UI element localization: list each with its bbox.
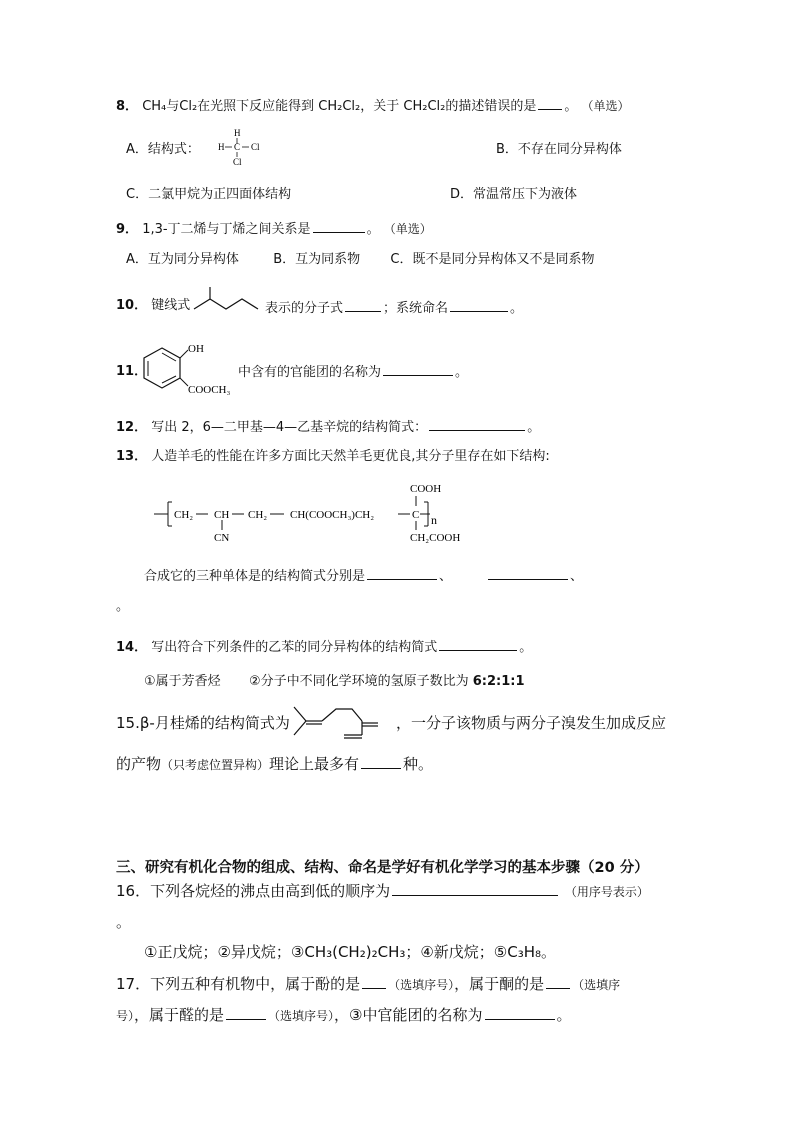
q8-option-a	[126, 141, 200, 159]
answer-blank[interactable]	[429, 416, 525, 431]
q15-text1: 15.β-月桂烯的结构简式为	[116, 714, 290, 732]
q10-text: 键线式	[151, 298, 191, 313]
separator: 、	[439, 569, 453, 584]
myrcene-structure-icon	[292, 703, 392, 743]
answer-blank[interactable]	[367, 565, 437, 580]
option-b-label: B．不存在同分异构体	[496, 142, 622, 157]
q9-text: 1,3-丁二烯与丁烯之间关系是	[142, 222, 311, 237]
answer-blank[interactable]	[546, 974, 570, 989]
question-type: （单选）	[581, 99, 630, 113]
q12-text: 写出 2，6—二甲基—4—乙基辛烷的结构简式：	[151, 420, 428, 435]
q15-line1-a	[116, 712, 290, 734]
option-c-label: C．既不是同分异构体又不是同系物	[390, 252, 595, 267]
condition-1: ①属于芳香烃	[144, 674, 221, 689]
q15-text2: ，一分子该物质与两分子溴发生加成反应	[396, 714, 667, 732]
q10-mid: 表示的分子式	[265, 301, 344, 316]
polymer-seg2: CH	[214, 509, 230, 521]
q15-line1-b	[396, 712, 666, 734]
struct-h-top: H	[234, 128, 241, 138]
q8-option-c	[126, 186, 291, 204]
q17-note2b: 号）	[116, 1009, 135, 1023]
q17-text3: ，属于醛的是	[134, 1006, 225, 1024]
answer-blank[interactable]	[313, 218, 365, 233]
q15-line2	[116, 753, 433, 776]
answer-blank[interactable]	[439, 636, 517, 651]
oh-label: OH	[188, 343, 204, 355]
q16-items	[144, 941, 556, 963]
polymer-seg5: C	[412, 509, 420, 521]
q17-note3: （选填序号）	[268, 1009, 335, 1023]
question-number: 12．	[116, 420, 148, 435]
answer-blank[interactable]	[485, 1005, 555, 1020]
option-a-label: A．互为同分异构体	[126, 252, 239, 267]
q17-text2: ，属于酮的是	[454, 975, 545, 993]
q10-mid2: ；系统命名	[383, 301, 449, 316]
q17-note1: （选填序号）	[388, 978, 455, 992]
question-number: 8．	[116, 99, 139, 114]
q16-dot-text: 。	[116, 913, 132, 931]
q15-text3: 的产物	[116, 755, 162, 773]
q17-line1	[116, 973, 620, 996]
polymer-cooh: COOH	[410, 483, 442, 495]
q10-stem-a	[116, 297, 190, 315]
q13-line3	[116, 598, 129, 616]
answer-blank[interactable]	[345, 297, 381, 312]
question-number: 10．	[116, 298, 148, 313]
answer-blank[interactable]	[226, 1005, 266, 1020]
q13-text: 人造羊毛的性能在许多方面比天然羊毛更优良,其分子里存在如下结构:	[151, 449, 550, 464]
q17-text1: 17．下列五种有机物中，属于酚的是	[116, 975, 361, 993]
q17-text4: ，③中官能团的名称为	[334, 1006, 483, 1024]
question-number: 14．	[116, 640, 148, 655]
question-number: 9．	[116, 222, 139, 237]
question-number: 11．	[116, 364, 148, 379]
q17-line2	[116, 1004, 572, 1027]
q8-option-d	[450, 186, 577, 204]
question-type: （单选）	[383, 222, 432, 236]
ch2cl2-structure	[216, 127, 276, 167]
q13-stem	[116, 448, 550, 466]
skeletal-formula-icon	[192, 285, 262, 325]
q16-stem	[116, 880, 649, 903]
q13-line2-text: 合成它的三种单体是的结构简式分别是	[144, 569, 366, 584]
q11-stem	[238, 361, 468, 382]
q8-text: CH₄与Cl₂在光照下反应能得到 CH₂Cl₂，关于 CH₂Cl₂的描述错误的是	[142, 99, 537, 114]
option-d-label: D．常温常压下为液体	[450, 187, 578, 202]
hydrogen-ratio: 6:2:1:1	[472, 674, 525, 689]
q16-note: （用序号表示）	[564, 885, 649, 899]
q14-stem	[116, 636, 532, 657]
option-a-label: A．结构式：	[126, 142, 200, 157]
q14-tail: 。	[519, 640, 533, 655]
q17-note2a: （选填序	[572, 978, 621, 992]
question-number: 13．	[116, 449, 148, 464]
polymer-seg1: CH₂	[174, 509, 194, 521]
q11-text: 中含有的官能团的名称为	[238, 365, 382, 380]
option-b-label: B．互为同系物	[273, 252, 361, 267]
polymer-n: n	[431, 513, 437, 527]
q9-stem	[116, 218, 432, 239]
answer-blank[interactable]	[538, 95, 562, 110]
q17-tail: 。	[556, 1006, 572, 1024]
struct-cl-bottom: Cl	[233, 157, 242, 167]
section-heading-text: 三、研究有机化合物的组成、结构、命名是学好有机化学学习的基本步骤（20 分）	[116, 860, 649, 876]
polymer-structure	[148, 478, 488, 548]
separator: 、	[570, 569, 584, 584]
q8-tail: 。	[564, 99, 578, 114]
option-c-label: C．二氯甲烷为正四面体结构	[126, 187, 292, 202]
ester-label: COOCH₃	[188, 384, 231, 396]
q16-dot	[116, 911, 131, 933]
q9-tail: 。	[366, 222, 380, 237]
q13-line2	[144, 565, 583, 586]
answer-blank[interactable]	[362, 974, 386, 989]
q13-line3-text: 。	[116, 599, 130, 614]
q15-text4: 理论上最多有	[269, 755, 360, 773]
q12-stem	[116, 416, 540, 437]
struct-h-left: H	[218, 142, 225, 152]
answer-blank[interactable]	[361, 754, 401, 769]
q14-text: 写出符合下列条件的乙苯的同分异构体的结构简式	[151, 640, 438, 655]
q11-tail: 。	[455, 365, 469, 380]
answer-blank[interactable]	[383, 361, 453, 376]
section-heading	[116, 859, 649, 877]
q10-stem-b	[265, 297, 523, 318]
q14-conditions	[144, 673, 525, 691]
q16-text: 16．下列各烷烃的沸点由高到低的顺序为	[116, 882, 391, 900]
answer-blank[interactable]	[450, 297, 508, 312]
q10-tail: 。	[510, 301, 524, 316]
q16-items-text: ①正戊烷；②异戊烷；③CH₃(CH₂)₂CH₃；④新戊烷；⑤C₃H₈。	[144, 943, 557, 961]
condition-2: ②分子中不同化学环境的氢原子数比为	[248, 674, 469, 689]
polymer-ch2cooh: CH₂COOH	[410, 532, 461, 544]
q15-note: （只考虑位置异构）	[161, 758, 270, 772]
benzene-ring-icon	[140, 338, 240, 400]
struct-c: C	[234, 142, 241, 152]
q8-option-b	[496, 141, 622, 159]
polymer-seg3: CH₂	[248, 509, 268, 521]
q8-stem	[116, 95, 630, 116]
polymer-seg4: CH(COOCH₃)CH₂	[290, 509, 375, 521]
q15-tail: 种。	[403, 755, 434, 773]
q9-options	[126, 251, 594, 269]
answer-blank[interactable]	[488, 565, 568, 580]
answer-blank[interactable]	[392, 881, 558, 896]
struct-cl-right: Cl	[251, 142, 260, 152]
q12-tail: 。	[527, 420, 541, 435]
polymer-cn: CN	[214, 532, 230, 544]
